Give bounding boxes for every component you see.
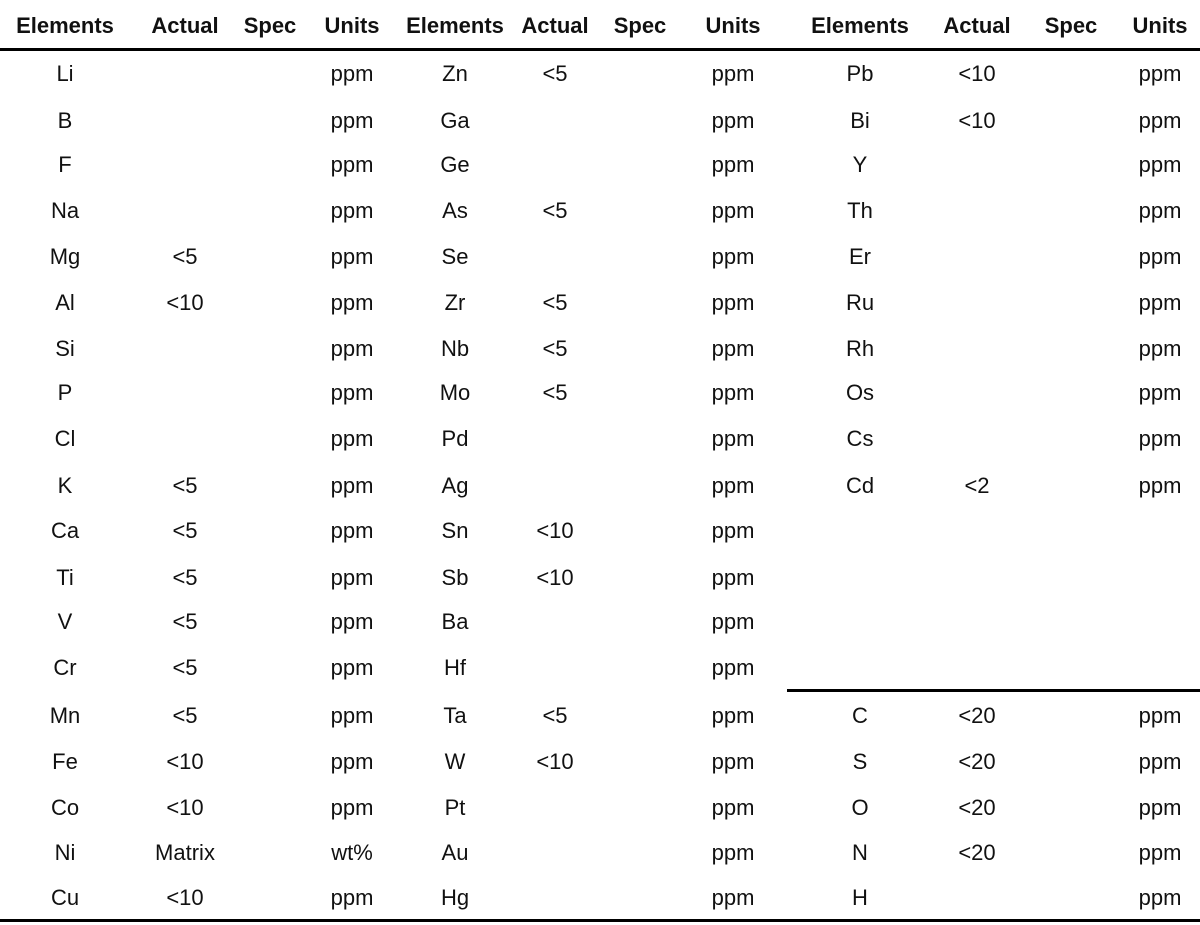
- element-symbol: Ga: [440, 108, 470, 133]
- element-symbol: Au: [441, 840, 469, 865]
- units-value: wt%: [331, 840, 373, 865]
- element-symbol: Mg: [49, 244, 81, 269]
- element-symbol: Zn: [442, 61, 468, 86]
- element-symbol: Ta: [443, 703, 467, 728]
- units-value: ppm: [1138, 61, 1182, 86]
- element-symbol: Pd: [441, 426, 469, 451]
- actual-value: <5: [172, 565, 198, 590]
- element-symbol: Zr: [444, 290, 466, 315]
- actual-value: <5: [172, 244, 198, 269]
- header-spec: Spec: [613, 13, 667, 38]
- actual-value: <5: [172, 473, 198, 498]
- units-value: ppm: [711, 290, 755, 315]
- units-value: ppm: [1138, 108, 1182, 133]
- actual-value: <20: [958, 840, 996, 865]
- units-value: ppm: [330, 336, 374, 361]
- header-actual: Actual: [151, 13, 219, 38]
- actual-value: <5: [172, 703, 198, 728]
- units-value: ppm: [1138, 749, 1182, 774]
- header-units: Units: [705, 13, 761, 38]
- element-symbol: N: [852, 840, 868, 865]
- units-value: ppm: [711, 655, 755, 680]
- element-symbol: Ba: [441, 609, 469, 634]
- units-value: ppm: [711, 380, 755, 405]
- actual-value: <10: [536, 749, 574, 774]
- units-value: ppm: [1138, 244, 1182, 269]
- element-symbol: As: [442, 198, 468, 223]
- header-rule: [0, 48, 1200, 51]
- units-value: ppm: [330, 290, 374, 315]
- element-symbol: V: [57, 609, 73, 634]
- element-symbol: O: [851, 795, 869, 820]
- units-value: ppm: [711, 749, 755, 774]
- actual-value: <10: [958, 108, 996, 133]
- element-symbol: S: [852, 749, 868, 774]
- element-symbol: Li: [56, 61, 74, 86]
- units-value: ppm: [711, 152, 755, 177]
- header-actual: Actual: [943, 13, 1011, 38]
- actual-value: <5: [542, 290, 568, 315]
- units-value: ppm: [330, 152, 374, 177]
- element-symbol: Hg: [440, 885, 470, 910]
- element-symbol: Pb: [846, 61, 874, 86]
- units-value: ppm: [330, 795, 374, 820]
- element-symbol: W: [444, 749, 466, 774]
- actual-value: <10: [166, 795, 204, 820]
- header-units: Units: [1132, 13, 1188, 38]
- element-symbol: Fe: [52, 749, 78, 774]
- units-value: ppm: [330, 885, 374, 910]
- element-symbol: Cd: [845, 473, 875, 498]
- units-value: ppm: [330, 473, 374, 498]
- units-value: ppm: [711, 61, 755, 86]
- units-value: ppm: [330, 749, 374, 774]
- actual-value: <20: [958, 749, 996, 774]
- actual-value: <5: [172, 518, 198, 543]
- element-symbol: Th: [847, 198, 873, 223]
- actual-value: <10: [166, 885, 204, 910]
- header-elements: Elements: [811, 13, 909, 38]
- element-symbol: Si: [55, 336, 75, 361]
- actual-value: Matrix: [155, 840, 215, 865]
- units-value: ppm: [711, 795, 755, 820]
- element-symbol: Al: [55, 290, 75, 315]
- units-value: ppm: [330, 244, 374, 269]
- element-symbol: K: [57, 473, 73, 498]
- actual-value: <10: [536, 518, 574, 543]
- actual-value: <10: [958, 61, 996, 86]
- units-value: ppm: [711, 108, 755, 133]
- element-symbol: B: [57, 108, 73, 133]
- units-value: ppm: [330, 426, 374, 451]
- element-symbol: P: [57, 380, 73, 405]
- gas-section-rule: [787, 689, 1200, 692]
- element-symbol: Ge: [440, 152, 470, 177]
- units-value: ppm: [711, 565, 755, 590]
- units-value: ppm: [711, 198, 755, 223]
- element-symbol: Y: [852, 152, 868, 177]
- header-elements: Elements: [16, 13, 114, 38]
- element-symbol: Mn: [49, 703, 81, 728]
- element-symbol: Cr: [53, 655, 77, 680]
- actual-value: <20: [958, 703, 996, 728]
- actual-value: <5: [172, 655, 198, 680]
- units-value: ppm: [1138, 380, 1182, 405]
- actual-value: <10: [166, 290, 204, 315]
- units-value: ppm: [330, 198, 374, 223]
- header-units: Units: [324, 13, 380, 38]
- units-value: ppm: [1138, 703, 1182, 728]
- units-value: ppm: [1138, 473, 1182, 498]
- actual-value: <2: [964, 473, 990, 498]
- actual-value: <5: [542, 61, 568, 86]
- element-symbol: Na: [50, 198, 80, 223]
- element-symbol: Mo: [439, 380, 471, 405]
- actual-value: <5: [542, 198, 568, 223]
- actual-value: <5: [542, 703, 568, 728]
- units-value: ppm: [1138, 198, 1182, 223]
- units-value: ppm: [711, 426, 755, 451]
- element-symbol: Co: [50, 795, 80, 820]
- element-symbol: F: [58, 152, 72, 177]
- units-value: ppm: [330, 108, 374, 133]
- element-symbol: Sn: [441, 518, 469, 543]
- units-value: ppm: [711, 703, 755, 728]
- header-spec: Spec: [243, 13, 297, 38]
- units-value: ppm: [330, 61, 374, 86]
- element-symbol: Ni: [54, 840, 76, 865]
- units-value: ppm: [330, 655, 374, 680]
- units-value: ppm: [1138, 290, 1182, 315]
- units-value: ppm: [1138, 426, 1182, 451]
- element-symbol: Ru: [845, 290, 875, 315]
- actual-value: <5: [172, 609, 198, 634]
- element-symbol: Er: [849, 244, 871, 269]
- actual-value: <5: [542, 336, 568, 361]
- units-value: ppm: [711, 609, 755, 634]
- bottom-rule: [0, 919, 1200, 922]
- units-value: ppm: [1138, 336, 1182, 361]
- element-symbol: Rh: [845, 336, 875, 361]
- actual-value: <10: [166, 749, 204, 774]
- element-symbol: Ti: [56, 565, 74, 590]
- units-value: ppm: [1138, 152, 1182, 177]
- element-symbol: Pt: [444, 795, 466, 820]
- element-symbol: Bi: [850, 108, 870, 133]
- units-value: ppm: [711, 244, 755, 269]
- element-symbol: Cu: [50, 885, 80, 910]
- header-spec: Spec: [1044, 13, 1098, 38]
- element-symbol: Os: [845, 380, 875, 405]
- units-value: ppm: [330, 380, 374, 405]
- units-value: ppm: [330, 518, 374, 543]
- actual-value: <20: [958, 795, 996, 820]
- element-symbol: Hf: [444, 655, 466, 680]
- units-value: ppm: [1138, 795, 1182, 820]
- units-value: ppm: [330, 703, 374, 728]
- units-value: ppm: [711, 518, 755, 543]
- actual-value: <10: [536, 565, 574, 590]
- units-value: ppm: [711, 885, 755, 910]
- element-symbol: Cl: [54, 426, 76, 451]
- element-symbol: Nb: [440, 336, 470, 361]
- units-value: ppm: [711, 336, 755, 361]
- units-value: ppm: [711, 840, 755, 865]
- header-elements: Elements: [406, 13, 504, 38]
- units-value: ppm: [1138, 885, 1182, 910]
- units-value: ppm: [330, 565, 374, 590]
- element-symbol: Ca: [50, 518, 80, 543]
- actual-value: <5: [542, 380, 568, 405]
- units-value: ppm: [1138, 840, 1182, 865]
- units-value: ppm: [711, 473, 755, 498]
- element-symbol: H: [852, 885, 868, 910]
- units-value: ppm: [330, 609, 374, 634]
- element-symbol: Se: [441, 244, 469, 269]
- element-symbol: Cs: [846, 426, 874, 451]
- element-symbol: C: [852, 703, 868, 728]
- element-symbol: Sb: [441, 565, 469, 590]
- header-actual: Actual: [521, 13, 589, 38]
- element-symbol: Ag: [441, 473, 469, 498]
